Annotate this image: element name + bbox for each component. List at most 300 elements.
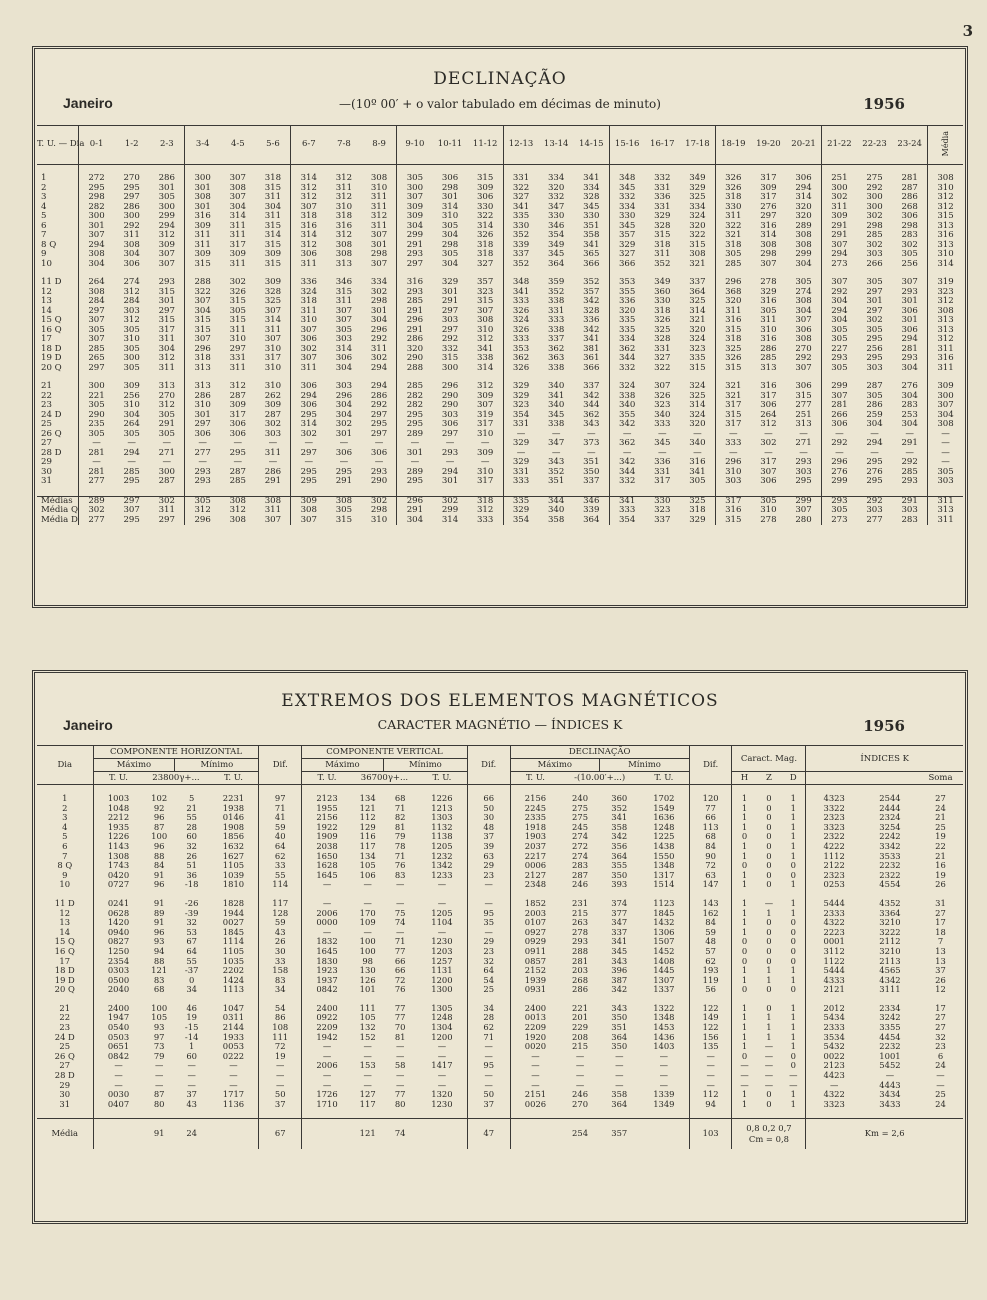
table-cell: 307	[795, 315, 812, 325]
table-row	[37, 250, 963, 260]
table-cell: 1348	[653, 1012, 675, 1023]
table-cell: 0	[732, 1052, 757, 1062]
table-cell: 311	[928, 516, 963, 526]
table-cell: —	[437, 1070, 447, 1081]
table-cell: 332	[609, 193, 644, 203]
table-cell: -39	[184, 907, 199, 918]
table-cell: 295	[866, 334, 883, 344]
table-cell: 276	[760, 201, 777, 212]
table-cell: 292	[795, 353, 812, 363]
table-cell: 297	[79, 364, 114, 374]
table-cell: 285	[79, 345, 114, 355]
table-cell: —	[467, 1081, 510, 1091]
table-cell: 301	[335, 428, 353, 439]
table-cell: 21	[186, 802, 197, 813]
row-label: Média D	[41, 514, 78, 525]
table-cell: 311	[229, 362, 246, 373]
table-cell: 306	[901, 305, 918, 316]
table-cell: 63	[689, 871, 732, 881]
table-cell: 324	[689, 381, 706, 391]
table-cell: —	[363, 1041, 372, 1052]
table-cell: 318	[476, 239, 494, 250]
table-cell: 343	[547, 457, 565, 467]
table-row	[37, 392, 963, 402]
table-cell: 0407	[93, 1100, 143, 1110]
table-cell: 322	[503, 184, 538, 194]
table-cell: 64	[186, 945, 197, 956]
table-cell: 305	[689, 476, 706, 486]
table-cell: 311	[928, 496, 963, 506]
table-cell: 303	[123, 305, 140, 316]
table-cell: 315	[264, 182, 282, 193]
col-hour: 14-15	[574, 126, 609, 165]
table-cell: 317	[158, 324, 175, 335]
table-cell: 0931	[510, 985, 560, 995]
table-cell: 66	[394, 965, 406, 976]
table-cell: 1	[732, 909, 757, 919]
table-cell: 0107	[510, 918, 560, 928]
table-cell: 311	[291, 364, 326, 374]
table-cell: 71	[394, 936, 406, 947]
table-cell: 311	[335, 182, 353, 193]
table-cell: 0	[790, 945, 796, 956]
table-cell: 331	[503, 174, 538, 184]
table-cell: 80	[153, 1098, 165, 1109]
table-cell: —	[510, 1061, 560, 1071]
table-cell: 59	[259, 918, 302, 928]
table-cell: 318	[185, 354, 220, 364]
table-cell: 1	[790, 840, 796, 851]
table-cell: 321	[715, 392, 750, 402]
table-cell: 266	[821, 411, 856, 421]
table-cell: 300	[79, 212, 114, 222]
table-cell: 0	[732, 957, 757, 967]
row-label: 26 Q	[54, 1050, 75, 1061]
table-cell: 1935	[93, 823, 143, 833]
table-cell: 13	[935, 955, 946, 966]
table-cell: 295	[79, 184, 114, 194]
table-cell: 343	[611, 1002, 628, 1013]
table-cell: 303	[795, 466, 812, 477]
table-cell: 116	[359, 831, 376, 842]
table-cell: 1	[790, 974, 796, 985]
table-cell: 3322	[806, 804, 862, 814]
table-cell: 1	[790, 1031, 796, 1042]
table-cell: 1300	[431, 984, 453, 995]
table-cell: 328	[264, 286, 282, 297]
table-cell: 316	[928, 354, 963, 364]
table-cell: 19	[935, 869, 946, 880]
table-cell: 298	[866, 220, 883, 231]
table-cell: 270	[123, 173, 140, 183]
table-cell: 276	[866, 466, 883, 477]
table-cell: 0311	[222, 1012, 245, 1023]
table-cell: 329	[503, 439, 538, 449]
v-tu: T. U.	[302, 772, 352, 785]
table-cell: 313	[928, 316, 963, 326]
table-cell: —	[363, 897, 372, 908]
table-cell: 1	[732, 899, 757, 909]
table-cell: 356	[611, 840, 628, 851]
table-cell: 83	[153, 974, 165, 985]
declination-table	[32, 46, 968, 608]
table-cell: 102	[151, 793, 168, 803]
table-cell: 1438	[653, 840, 675, 851]
row-label: 3	[41, 192, 47, 202]
table-cell: 304	[335, 409, 353, 420]
table-cell: 215	[572, 907, 589, 918]
table-cell: 1	[732, 1090, 757, 1100]
table-cell: 1114	[222, 936, 245, 947]
table-cell: 352	[583, 277, 600, 287]
table-cell: 25	[935, 1089, 946, 1100]
table-cell: 346	[547, 220, 565, 231]
row-label: 22	[41, 390, 52, 401]
table-cell: 306	[760, 400, 777, 410]
table-cell: 324	[689, 409, 706, 420]
table-cell: 1248	[431, 1012, 453, 1023]
table-cell: 1845	[222, 926, 245, 937]
table-cell: 303	[928, 477, 963, 487]
table-cell: 320	[689, 324, 706, 335]
table-cell: 337	[654, 514, 671, 525]
table-cell: 3533	[879, 850, 901, 861]
table-cell: 293	[441, 447, 459, 458]
table-cell: 97	[259, 794, 302, 804]
table-cell: —	[339, 457, 349, 467]
table-cell: 1230	[431, 1098, 453, 1109]
table-cell: —	[79, 439, 114, 449]
row-label: 21	[41, 381, 52, 391]
table-cell: 1226	[93, 832, 143, 842]
table-cell: 311	[264, 324, 282, 335]
table-cell: 1	[790, 907, 796, 918]
table-cell: 309	[123, 381, 140, 391]
table-cell: 322	[185, 288, 220, 298]
table-cell: —	[821, 449, 856, 459]
col-hour: 9-10	[397, 126, 432, 165]
table-cell: 308	[326, 496, 361, 506]
row-label: 9	[41, 249, 47, 259]
table-cell: 317	[715, 401, 750, 411]
table-cell: 72	[394, 974, 406, 985]
table-cell: —	[510, 1052, 560, 1062]
table-cell: 342	[609, 420, 644, 430]
table-row	[37, 212, 963, 222]
table-cell: 315	[158, 286, 175, 297]
table-cell: 304	[229, 201, 246, 212]
table-cell: 278	[760, 277, 777, 287]
row-label: 7	[41, 230, 47, 240]
table-cell: —	[575, 1050, 585, 1061]
col-hour: 12-13	[503, 126, 538, 165]
table-cell: 305	[760, 305, 777, 316]
col-hour: 13-14	[538, 126, 573, 165]
table-cell: 309	[158, 239, 175, 250]
table-cell: 293	[901, 476, 918, 486]
table-cell: 266	[866, 258, 883, 269]
table-cell: 338	[547, 419, 565, 429]
footer-d-min: 357	[600, 1119, 639, 1149]
table-cell: 315	[229, 296, 246, 306]
table-cell: 338	[476, 353, 494, 363]
table-cell: 72	[259, 1042, 302, 1052]
table-cell: 289	[397, 430, 432, 440]
table-cell: 308	[79, 250, 114, 260]
h-base: 23800γ+...	[143, 772, 208, 785]
table-cell: 310	[441, 211, 459, 221]
table-cell: —	[821, 430, 856, 440]
table-cell: 300	[821, 184, 856, 194]
table-cell: —	[905, 447, 914, 458]
table-cell: —	[689, 1071, 732, 1081]
table-cell: 79	[153, 1050, 165, 1061]
table-cell: 5452	[879, 1060, 901, 1071]
table-cell: 297	[370, 428, 388, 439]
table-cell: 311	[158, 334, 175, 344]
row-label: 4	[41, 201, 47, 212]
table-cell: 1	[732, 1100, 757, 1110]
declination-title: DECLINAÇÃO	[433, 69, 567, 89]
table-cell: 227	[821, 345, 856, 355]
table-cell: 293	[821, 354, 856, 364]
table-cell: —	[928, 458, 963, 468]
table-cell: 327	[609, 250, 644, 260]
table-cell: 310	[264, 381, 282, 391]
table-cell: 305	[821, 326, 856, 336]
table-cell: 366	[583, 258, 600, 269]
table-cell: 331	[503, 468, 538, 478]
v-tu2: T. U.	[417, 772, 467, 785]
col-day: T. U. — Dia	[37, 126, 79, 165]
table-cell: 312	[229, 381, 246, 391]
table-cell: 312	[476, 381, 494, 391]
table-cell: 1339	[653, 1089, 675, 1100]
table-cell: 343	[583, 419, 600, 429]
table-cell: 325	[689, 390, 706, 401]
table-cell: 305	[821, 506, 856, 516]
table-cell: 309	[928, 382, 963, 392]
table-cell: 0	[790, 926, 796, 937]
table-cell: 308	[795, 334, 812, 344]
table-cell: 304	[901, 362, 918, 373]
table-cell: —	[187, 1070, 196, 1081]
col-hour: 7-8	[326, 126, 361, 165]
table-cell: 1453	[653, 1022, 675, 1033]
table-cell: 301	[441, 286, 459, 297]
table-cell: -15	[184, 1022, 199, 1033]
table-cell: 309	[397, 203, 432, 213]
table-cell: —	[79, 458, 114, 468]
table-cell: 335	[609, 316, 644, 326]
table-cell: 1320	[431, 1089, 453, 1100]
row-label: 18 D	[41, 343, 62, 354]
table-cell: 341	[583, 173, 600, 183]
table-cell: 91	[153, 869, 165, 880]
table-cell: 3323	[806, 1100, 862, 1110]
table-cell: 277	[79, 516, 114, 526]
table-cell: 331	[503, 420, 538, 430]
table-cell: 315	[795, 390, 812, 401]
table-cell: 1	[766, 965, 772, 976]
table-cell: 286	[185, 392, 220, 402]
table-cell: 304	[335, 400, 353, 410]
col-declination: DECLINAÇÃO	[510, 746, 689, 759]
table-cell: —	[715, 430, 750, 440]
table-cell: 0013	[510, 1013, 560, 1023]
table-row	[37, 193, 963, 203]
table-cell: 29	[467, 861, 510, 871]
table-cell: 318	[468, 496, 503, 506]
table-cell: 275	[572, 812, 589, 823]
table-cell: 303	[866, 362, 883, 373]
table-cell: 256	[901, 258, 918, 269]
table-cell: 3433	[879, 1098, 901, 1109]
row-label: 23	[41, 400, 52, 410]
table-cell: 306	[370, 447, 388, 458]
table-cell: 2335	[510, 813, 560, 823]
table-cell: 303	[866, 505, 883, 515]
table-cell: 329	[503, 506, 538, 516]
table-cell: 300	[123, 211, 140, 221]
table-cell: 331	[654, 201, 671, 212]
table-cell: 316	[689, 457, 706, 467]
table-cell: 317	[654, 476, 671, 486]
table-cell: 301	[158, 182, 175, 193]
table-cell: —	[154, 1070, 164, 1081]
table-cell: 294	[866, 438, 883, 448]
table-cell: 345	[547, 249, 565, 259]
table-cell: 13	[935, 945, 946, 956]
table-cell: 2152	[510, 966, 560, 976]
table-cell: 353	[503, 345, 538, 355]
table-cell: 323	[476, 286, 494, 297]
table-cell: —	[609, 430, 644, 440]
table-cell: 318	[654, 305, 671, 316]
table-cell: 299	[795, 249, 812, 259]
table-cell: 311	[370, 201, 388, 212]
carac-d: D	[781, 772, 806, 785]
footer-km: Km = 2,6	[806, 1119, 963, 1149]
table-cell: 300	[866, 192, 883, 202]
table-cell: —	[467, 899, 510, 909]
table-cell: 1445	[653, 965, 675, 976]
table-cell: 310	[476, 428, 494, 439]
footer-carac-vals: 0,8 0,2 0,7	[746, 1123, 792, 1134]
table-cell: 5	[188, 793, 195, 803]
table-row	[37, 439, 963, 449]
table-cell: 3210	[879, 917, 901, 928]
table-cell: 3323	[806, 823, 862, 833]
table-cell: 2544	[879, 793, 901, 803]
table-cell: 94	[689, 1100, 732, 1110]
table-cell: 0146	[222, 812, 245, 823]
table-cell: 4423	[806, 1071, 862, 1081]
table-cell: —	[302, 928, 352, 938]
table-cell: 1955	[302, 804, 352, 814]
table-cell: 297	[158, 305, 175, 316]
table-cell: 350	[611, 869, 628, 880]
table-cell: 362	[609, 345, 644, 355]
table-row	[37, 260, 963, 270]
table-cell: 315	[264, 220, 282, 231]
table-cell: 313	[928, 241, 963, 251]
table-cell: 357	[583, 286, 600, 297]
table-cell: 292	[857, 496, 892, 506]
table-cell: 130	[359, 965, 376, 976]
table-cell: 296	[335, 390, 353, 401]
table-cell: 1200	[431, 974, 453, 985]
table-cell: 364	[611, 1098, 628, 1109]
row-label: 23	[59, 1022, 71, 1033]
table-cell: 329	[503, 392, 538, 402]
table-cell: 56	[689, 985, 732, 995]
table-cell: —	[395, 1079, 405, 1090]
table-cell: 304	[795, 305, 812, 316]
table-cell: 101	[359, 984, 376, 995]
table-cell: 330	[609, 212, 644, 222]
table-cell: 310	[928, 250, 963, 260]
table-cell: 303	[715, 477, 750, 487]
table-cell: 308	[79, 288, 114, 298]
table-cell: 291	[397, 506, 432, 516]
table-cell: 341	[583, 239, 600, 250]
table-cell: 291	[821, 222, 856, 232]
declination-year: 1956	[863, 95, 905, 113]
table-cell: 304	[335, 362, 353, 373]
table-cell: 305	[335, 324, 353, 335]
table-cell: 311	[291, 260, 326, 270]
table-cell: 309	[476, 182, 494, 193]
table-cell: 310	[335, 201, 353, 212]
table-cell: 364	[583, 514, 600, 525]
table-row	[37, 506, 963, 516]
table-cell: 37	[467, 832, 510, 842]
table-cell: 314	[264, 315, 282, 325]
table-cell: 256	[123, 390, 140, 401]
table-cell: 253	[901, 409, 918, 420]
table-cell: 1	[732, 880, 757, 890]
table-cell: 312	[158, 353, 175, 363]
table-cell: —	[437, 926, 447, 937]
table-cell: 297	[114, 496, 149, 506]
table-cell: 309	[229, 249, 246, 259]
table-cell: 293	[185, 477, 220, 487]
table-cell: 287	[866, 381, 883, 391]
table-cell: 281	[572, 955, 589, 966]
table-cell: 333	[547, 315, 565, 325]
table-cell: —	[658, 428, 667, 439]
table-cell: —	[503, 449, 538, 459]
table-cell: —	[162, 438, 172, 448]
table-cell: 330	[645, 496, 680, 506]
table-cell: 94	[153, 945, 165, 956]
table-cell: 302	[291, 430, 326, 440]
table-cell: 290	[370, 476, 388, 486]
table-cell: 314	[335, 343, 353, 354]
table-cell: 1	[732, 1013, 757, 1023]
table-cell: 368	[715, 288, 750, 298]
table-cell: 127	[359, 1089, 376, 1100]
row-label: 8 Q	[57, 860, 73, 871]
table-cell: 292	[866, 182, 883, 193]
table-cell: 296	[715, 458, 750, 468]
table-cell: 32	[935, 1031, 946, 1042]
table-cell: 2348	[510, 880, 560, 890]
table-cell: 332	[441, 343, 459, 354]
table-cell: 306	[335, 353, 353, 363]
table-cell: 301	[901, 296, 918, 306]
